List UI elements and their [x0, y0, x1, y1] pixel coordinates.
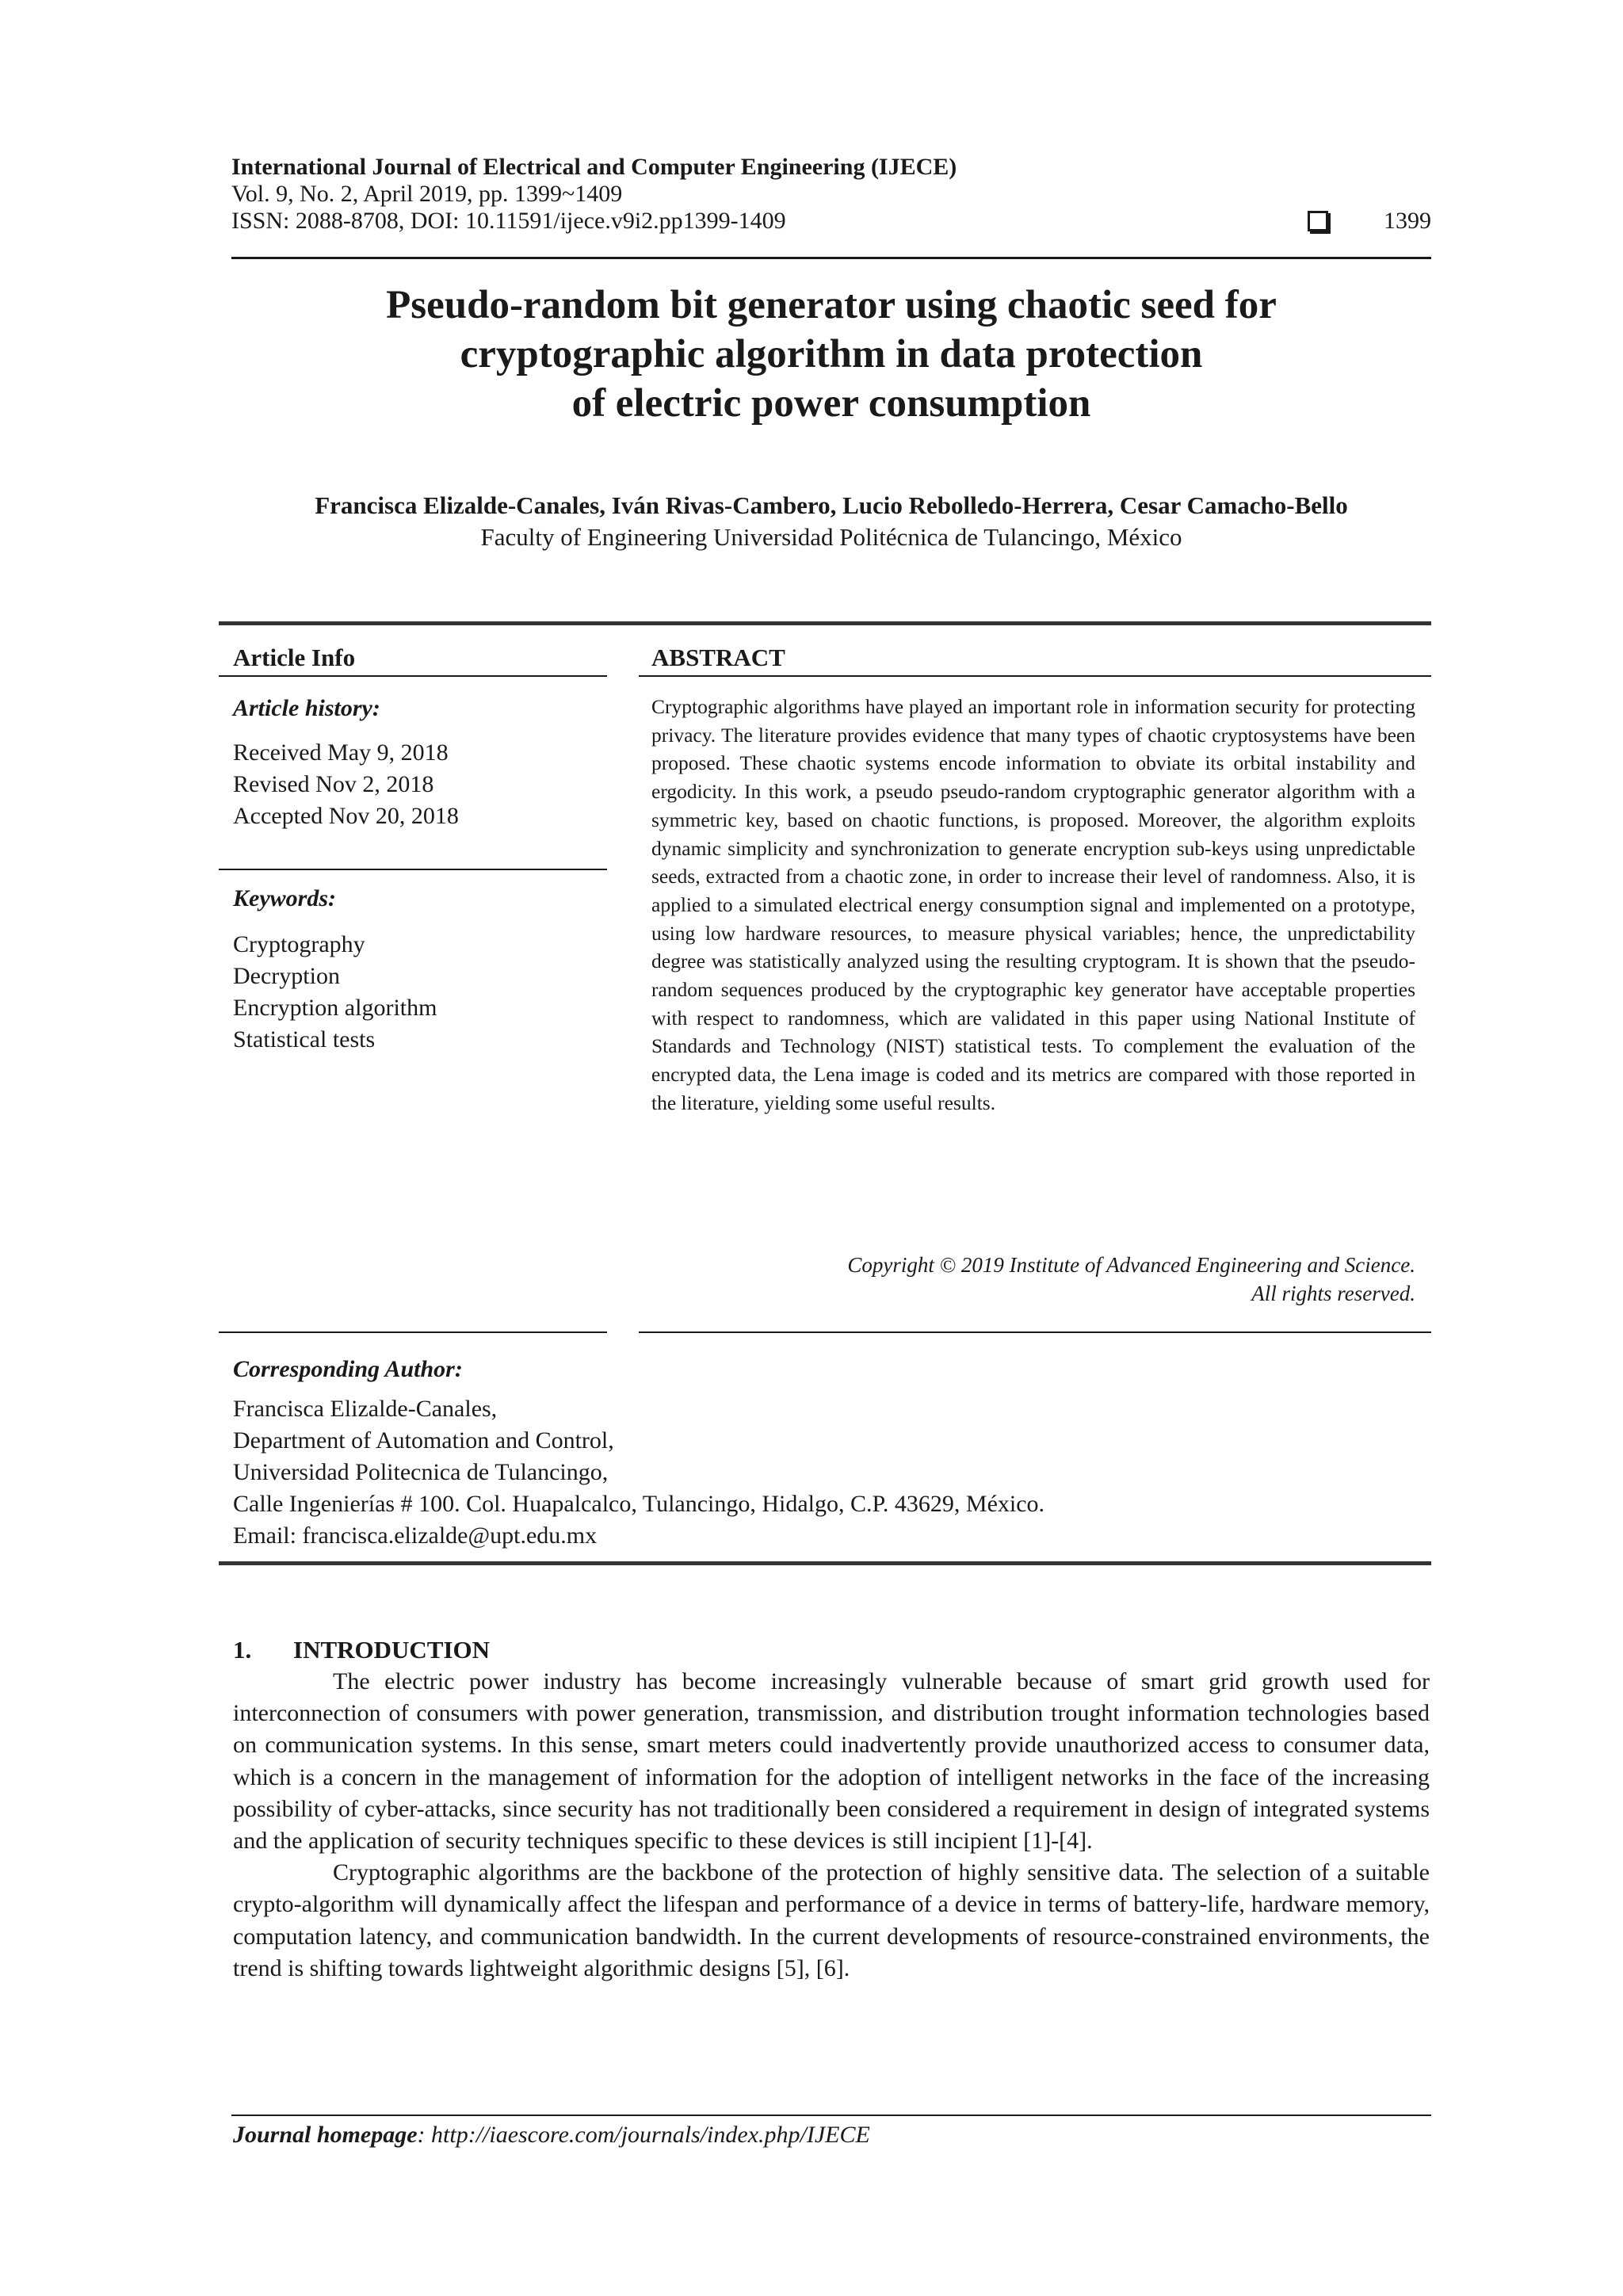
homepage-sep: : [417, 2122, 432, 2148]
info-bottom-rule [219, 1331, 607, 1333]
info-head-rule [219, 675, 607, 677]
title-line: cryptographic algorithm in data protection [460, 332, 1203, 376]
info-top-rule [219, 621, 1431, 625]
article-info-heading: Article Info [233, 644, 356, 671]
corr-university: Universidad Politecnica de Tulancingo, [233, 1459, 609, 1485]
copyright-line: Copyright © 2019 Institute of Advanced Engineering and Science. [847, 1253, 1415, 1277]
journal-homepage [233, 2121, 870, 2149]
page-number: 1399 [1384, 208, 1431, 234]
paragraph: Cryptographic algorithms are the backbone of the protection of highly sensitive data. The selection of a suitable crypto-algorithm will dynamically affect the lifespan and performance of a device in terms of battery-life, hardware memory, computation latency, and communication bandwidth. In the current developments of resource-constrained environments, the trend is shifting towards lightweight algorithmic designs [5], [6]. [233, 1859, 1430, 1981]
introduction-body [233, 1666, 1430, 1985]
history-accepted: Accepted Nov 20, 2018 [233, 803, 459, 829]
corr-name: Francisca Elizalde-Canales, [233, 1396, 498, 1422]
corr-address: Calle Ingenierías # 100. Col. Huapalcalco, Tulancingo, Hidalgo, C.P. 43629, México. [233, 1491, 1045, 1517]
journal-name: International Journal of Electrical and Computer Engineering (IJECE) [231, 154, 957, 180]
corr-department: Department of Automation and Control, [233, 1427, 614, 1454]
history-received: Received May 9, 2018 [233, 739, 449, 766]
homepage-url[interactable]: http://iaescore.com/journals/index.php/IJECE [431, 2122, 870, 2148]
issn-row [231, 208, 1431, 235]
volume-info: Vol. 9, No. 2, April 2019, pp. 1399~1409 [231, 181, 623, 207]
title-line: Pseudo-random bit generator using chaotic seed for [386, 283, 1277, 327]
title-line: of electric power consumption [571, 381, 1091, 426]
keyword-item: Encryption algorithm [233, 995, 437, 1021]
abstract-head-rule [639, 675, 1431, 677]
corresponding-heading: Corresponding Author: [233, 1356, 463, 1382]
affiliation: Faculty of Engineering Universidad Politécnica de Tulancingo, México [480, 523, 1182, 551]
section-title: INTRODUCTION [293, 1636, 491, 1664]
square-box-icon [1308, 211, 1328, 231]
keyword-item: Statistical tests [233, 1026, 376, 1052]
history-rule [219, 869, 607, 870]
keywords-heading: Keywords: [233, 885, 336, 911]
introduction-heading [233, 1636, 490, 1664]
article-history-heading: Article history: [233, 695, 380, 721]
rights-line: All rights reserved. [1251, 1282, 1415, 1305]
author-list: Francisca Elizalde-Canales, Iván Rivas-Cambero, Lucio Rebolledo-Herrera, Cesar Camacho-Bello [315, 491, 1348, 519]
footer-rule [231, 2115, 1431, 2116]
section-number: 1. [233, 1636, 252, 1664]
paper-title [231, 281, 1431, 428]
corr-email: Email: francisca.elizalde@upt.edu.mx [233, 1522, 598, 1549]
homepage-label: Journal homepage [233, 2122, 418, 2148]
abstract-bottom-rule [639, 1331, 1431, 1333]
copyright-notice [651, 1251, 1415, 1308]
keyword-item: Decryption [233, 963, 340, 989]
running-header [231, 154, 1431, 235]
abstract-text: Cryptographic algorithms have played an important role in information security for protecting privacy. The literature provides evidence that many types of chaotic cryptosystems have been proposed. These chaotic systems encode information to obviate its orbital instability and ergodicity. In this work, a pseudo pseudo-random cryptographic generator algorithm with a symmetric key, based on chaotic functions, is proposed. Moreover, the algorithm exploits dynamic simplicity and synchronization to generate encryption sub-keys using unpredictable seeds, extracted from a chaotic zone, in order to increase their level of randomness. Also, it is applied to a simulated electrical energy consumption signal and implemented on a prototype, using low hardware resources, to measure physical variables; hence, the unpredictability degree was statistically analyzed using the resulting cryptogram. It is shown that the pseudo-random sequences produced by the cryptographic key generator have acceptable properties with respect to randomness, which are validated in this paper using National Institute of Standards and Technology (NIST) statistical tests. To complement the evaluation of the encrypted data, the Lena image is coded and its metrics are compared with those reported in the literature, yielding some useful results. [651, 695, 1415, 1114]
keyword-item: Cryptography [233, 931, 365, 957]
keywords-list [233, 929, 437, 1056]
header-rule [231, 257, 1431, 259]
corr-bottom-rule [219, 1561, 1431, 1565]
article-history-list [233, 737, 459, 832]
page-number-group [1308, 208, 1431, 235]
paragraph: The electric power industry has become increasingly vulnerable because of smart grid growth used for interconnection of consumers with power generation, transmission, and distribution trought information technologies based on communication systems. In this sense, smart meters could inadvertently provide unauthorized access to consumer data, which is a concern in the management of information for the adoption of intelligent networks in the face of the increasing possibility of cyber-attacks, since security has not traditionally been considered a requirement in design of integrated systems and the application of security techniques specific to these devices is still incipient [1]-[4]. [233, 1668, 1430, 1855]
issn-doi: ISSN: 2088-8708, DOI: 10.11591/ijece.v9i2.pp1399-1409 [231, 208, 786, 234]
corresponding-details [233, 1393, 1422, 1552]
abstract-heading: ABSTRACT [651, 644, 785, 671]
history-revised: Revised Nov 2, 2018 [233, 771, 434, 797]
